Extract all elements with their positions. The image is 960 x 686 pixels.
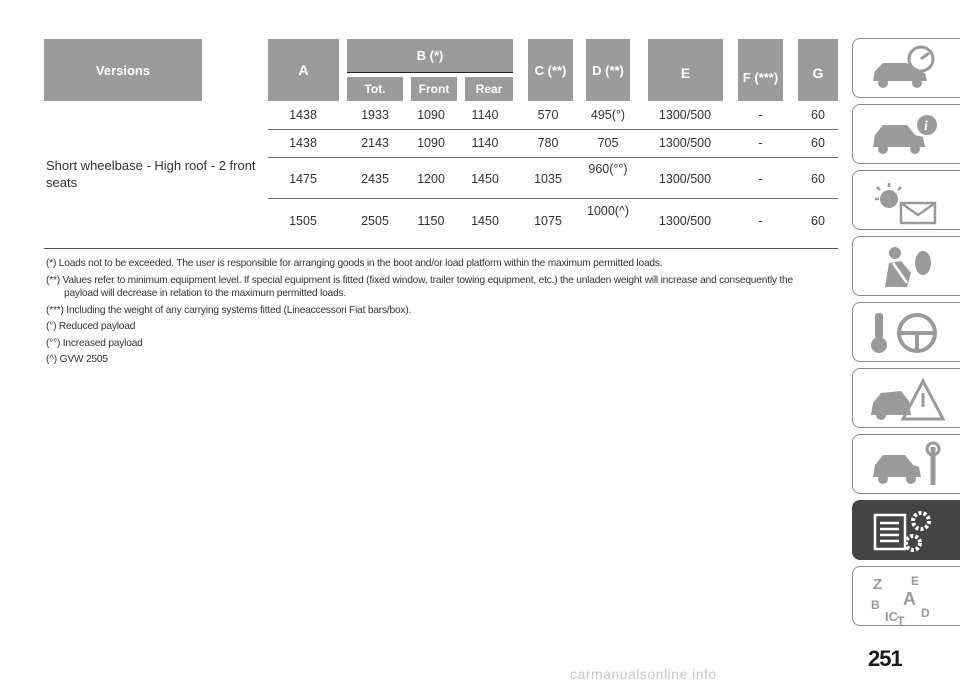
table-cell: 60 <box>811 172 825 186</box>
table-cell: 1075 <box>534 214 562 228</box>
header-b-tot-label: Tot. <box>364 82 386 96</box>
table-cell: 495(°) <box>590 108 626 122</box>
header-e <box>648 39 723 101</box>
table-cell: 1000(^) <box>587 204 629 218</box>
header-d <box>586 39 630 101</box>
tab-technical-data[interactable] <box>852 500 960 560</box>
car-wrench-icon <box>867 441 947 489</box>
header-c-label: C (**) <box>534 62 567 78</box>
table-cell: 60 <box>811 214 825 228</box>
tab-warning-lights[interactable] <box>852 170 960 230</box>
svg-text:i: i <box>924 119 928 134</box>
table-cell: 1300/500 <box>658 108 712 122</box>
footnote: (°) Reduced payload <box>46 321 136 332</box>
svg-text:E: E <box>911 574 920 588</box>
table-cell: 1505 <box>289 214 317 228</box>
table-cell: 1475 <box>289 172 317 186</box>
tab-starting-driving[interactable] <box>852 302 960 362</box>
car-warning-triangle-icon <box>867 375 947 423</box>
car-dashboard-icon <box>867 45 947 93</box>
header-b-label: B (*) <box>416 48 444 63</box>
table-cell: 1200 <box>417 172 445 186</box>
table-cell: 705 <box>597 136 619 150</box>
table-cell: 60 <box>811 108 825 122</box>
seatbelt-airbag-icon <box>867 243 947 291</box>
table-cell: - <box>758 136 763 150</box>
svg-text:Z: Z <box>873 576 883 593</box>
table-cell: 60 <box>811 136 825 150</box>
svg-text:D: D <box>921 606 930 620</box>
warning-light-message-icon <box>867 177 947 225</box>
tab-servicing[interactable] <box>852 434 960 494</box>
footnote: (°°) Increased payload <box>46 337 143 349</box>
table-cell: - <box>758 172 763 186</box>
table-cell: 2435 <box>361 172 389 186</box>
svg-text:IC: IC <box>885 609 898 624</box>
key-steering-wheel-icon <box>867 309 947 357</box>
row-divider <box>268 129 838 130</box>
tab-safety[interactable] <box>852 236 960 296</box>
table-cell: 1150 <box>417 214 445 228</box>
table-cell: 1035 <box>534 172 562 186</box>
table-cell: 1090 <box>417 108 445 122</box>
table-cell: 1300/500 <box>658 172 712 186</box>
footnote: (*) Loads not to be exceeded. The user is responsible for arranging goods in the boot and/or load platform within the maximum permitted loads. <box>46 258 663 269</box>
watermark: carmanualsonline.info <box>570 666 717 682</box>
row-label-version: Short wheelbase - High roof - 2 front seats <box>46 158 256 190</box>
technical-data-gears-icon <box>867 507 947 555</box>
tab-index[interactable] <box>852 566 960 626</box>
header-b <box>347 39 513 72</box>
footnote-line: (**) Values refer to minimum equipment level. If special equipment is fitted (fixed window, trailer towing equipment, etc.) the unladen weight will increase and consequently the <box>46 274 793 286</box>
tab-dashboard[interactable] <box>852 38 960 98</box>
header-b-front <box>411 77 457 101</box>
table-cell: - <box>758 108 763 122</box>
header-g <box>798 39 838 101</box>
table-cell: 2143 <box>361 136 389 150</box>
alphabetical-index-icon <box>867 573 947 625</box>
svg-text:T: T <box>897 614 905 625</box>
table-cell: - <box>758 214 763 228</box>
tab-emergency[interactable] <box>852 368 960 428</box>
table-cell: 1300/500 <box>658 214 712 228</box>
table-cell: 1438 <box>289 108 317 122</box>
table-cell: 1450 <box>471 172 499 186</box>
footnote: (***) Including the weight of any carrying systems fitted (Lineaccessori Fiat bars/box). <box>46 304 412 316</box>
header-b-front-label: Front <box>418 82 450 96</box>
table-cell: 1450 <box>471 214 499 228</box>
header-c <box>528 39 573 101</box>
header-d-label: D (**) <box>592 62 624 78</box>
header-versions <box>44 39 202 101</box>
header-a-label: A <box>298 62 309 78</box>
header-f-label: F (***) <box>742 70 779 85</box>
row-divider <box>268 198 838 199</box>
header-b-divider <box>347 72 513 73</box>
table-cell: 570 <box>537 108 559 122</box>
svg-text:B: B <box>871 598 880 612</box>
header-a <box>268 39 339 101</box>
footnote-continuation: payload will decrease in relation to the maximum permitted loads. <box>64 288 347 299</box>
table-cell: 1140 <box>471 108 499 122</box>
table-cell: 2505 <box>361 214 389 228</box>
table-cell: 960(°°) <box>588 162 628 176</box>
header-e-label: E <box>680 65 691 81</box>
row-divider <box>268 157 838 158</box>
table-cell: 780 <box>537 136 559 150</box>
footnotes <box>46 257 836 370</box>
table-cell: 1090 <box>417 136 445 150</box>
table-cell: 1438 <box>289 136 317 150</box>
header-f <box>738 39 783 101</box>
footnote <box>46 274 836 288</box>
table-cell: 1140 <box>471 136 499 150</box>
footnote: (^) GVW 2505 <box>46 354 108 365</box>
header-b-rear-label: Rear <box>475 82 503 96</box>
table-bottom-rule <box>44 248 838 249</box>
header-b-tot <box>347 77 403 101</box>
table-cell: 1933 <box>361 108 389 122</box>
header-b-rear <box>465 77 513 101</box>
svg-text:A: A <box>903 589 916 609</box>
page-number: 251 <box>868 646 902 671</box>
tab-car-info[interactable] <box>852 104 960 164</box>
car-info-icon <box>867 111 947 159</box>
header-versions-label: Versions <box>95 62 151 78</box>
table-cell: 1300/500 <box>658 136 712 150</box>
header-g-label: G <box>812 65 824 81</box>
